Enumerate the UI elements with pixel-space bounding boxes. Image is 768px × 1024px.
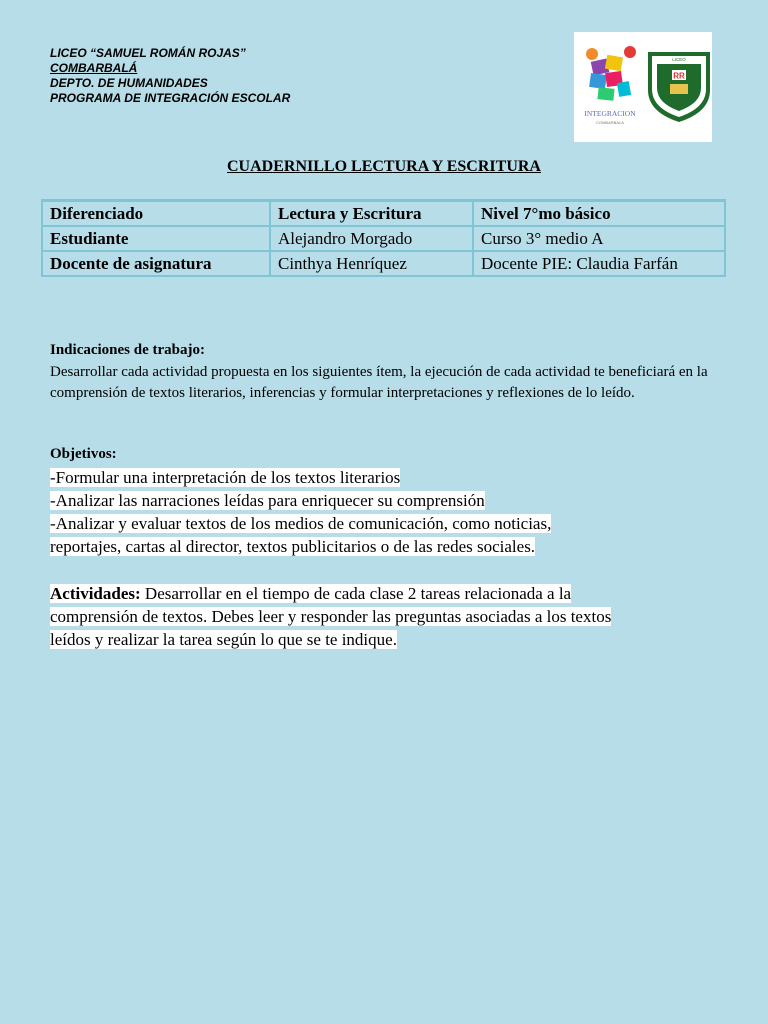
school-shield-label: LICEO [672,57,686,62]
school-header [50,46,290,106]
logos-image [574,32,712,142]
list-item: -Analizar y evaluar textos de los medios de comunicación, como noticias, [50,514,552,533]
info-table [41,199,726,277]
objetivos-heading: Objetivos: [50,446,117,462]
table-cell: Lectura y Escritura [270,201,473,227]
integracion-logo [584,46,636,125]
table-row [42,251,725,276]
school-name: LICEO “SAMUEL ROMÁN ROJAS” [50,46,246,60]
actividades-text-line: comprensión de textos. Debes leer y responder las preguntas asociadas a los textos [50,607,612,626]
list-item: reportajes, cartas al director, textos publicitarios o de las redes sociales. [50,537,536,556]
actividades-text-line: Desarrollar en el tiempo de cada clase 2 tareas relacionada a la [140,584,572,603]
actividades-text-line: leídos y realizar la tarea según lo que se te indique. [50,630,397,649]
table-cell: Cinthya Henríquez [270,251,473,276]
integracion-logo-text: INTEGRACION [584,109,636,118]
table-cell: Alejandro Morgado [270,226,473,251]
school-city: COMBARBALÁ [50,61,138,75]
table-row [42,201,725,227]
department: DEPTO. DE HUMANIDADES [50,76,208,90]
program-name: PROGRAMA DE INTEGRACIÓN ESCOLAR [50,91,291,105]
list-item: -Formular una interpretación de los textos literarios [50,468,401,487]
table-cell: Nivel 7°mo básico [473,201,725,227]
table-cell: Diferenciado [42,201,270,227]
school-shield-logo [648,52,710,122]
list-item: -Analizar las narraciones leídas para enriquecer su comprensión [50,491,485,510]
table-cell: Curso 3° medio A [473,226,725,251]
table-cell: Docente PIE: Claudia Farfán [473,251,725,276]
table-cell: Docente de asignatura [42,251,270,276]
actividades-heading: Actividades: [50,584,141,603]
indicaciones-text: Desarrollar cada actividad propuesta en los siguientes ítem, la ejecución de cada actividad te beneficiará en la comprensión de textos literarios, inferencias y formular interpretaciones y reflexiones de lo leído. [50,364,708,401]
table-row [42,226,725,251]
actividades-section [50,582,730,651]
logos-panel [574,32,712,142]
table-cell: Estudiante [42,226,270,251]
objetivos-list [50,466,730,558]
document-title: CUADERNILLO LECTURA Y ESCRITURA [227,158,541,175]
integracion-logo-subtext: COMBARBALA [596,120,624,125]
indicaciones-heading: Indicaciones de trabajo: [50,342,205,358]
school-shield-initials: RR [673,71,685,81]
